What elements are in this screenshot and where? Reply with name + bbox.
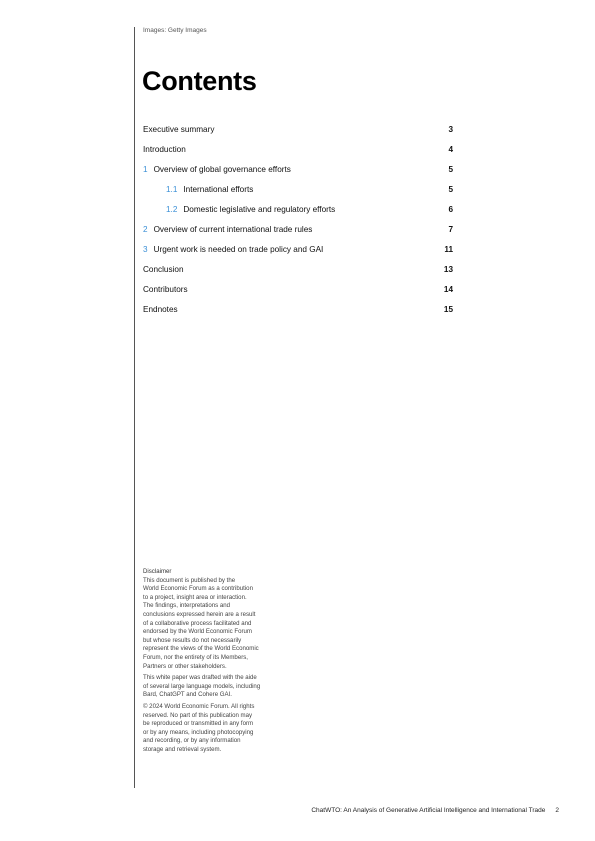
toc-entry-number: 1.1 — [166, 184, 178, 194]
toc-entry[interactable] — [143, 239, 453, 259]
toc-entry-page: 3 — [448, 124, 453, 134]
toc-entry-label: Urgent work is needed on trade policy and GAI — [153, 244, 324, 254]
margin-rule — [134, 27, 135, 788]
toc-entry[interactable] — [143, 179, 453, 199]
toc-entry-number: 1.2 — [166, 204, 178, 214]
toc-entry-page: 7 — [448, 224, 453, 234]
toc-entry[interactable] — [143, 139, 453, 159]
toc-entry-label: Domestic legislative and regulatory efforts — [183, 204, 336, 214]
disclaimer-heading: Disclaimer — [143, 568, 172, 575]
toc-entry-label: Conclusion — [143, 264, 184, 274]
copyright-notice: © 2024 World Economic Forum. All rights reserved. No part of this publication may be reproduced or transmitted in any form or by any means, including photocopying and recording, or by any information storage and retrieval system. — [143, 702, 255, 753]
page-footer — [311, 807, 559, 814]
toc-entry-number: 3 — [143, 244, 148, 254]
toc-entry-label: Executive summary — [143, 124, 215, 134]
toc-entry-page: 5 — [448, 184, 453, 194]
toc-entry[interactable] — [143, 159, 453, 179]
toc-entry-label: International efforts — [183, 184, 254, 194]
language-model-note: This white paper was drafted with the aide of several large language models, including Bard, ChatGPT and Cohere GAI. — [143, 674, 261, 699]
toc-entry-page: 13 — [443, 264, 453, 274]
disclaimer — [143, 568, 293, 757]
toc-entry[interactable] — [143, 299, 453, 319]
toc-entry-page: 15 — [443, 304, 453, 314]
toc-entry-label: Endnotes — [143, 304, 178, 314]
toc-entry[interactable] — [143, 259, 453, 279]
toc-entry[interactable] — [143, 279, 453, 299]
footer-title: ChatWTO: An Analysis of Generative Artificial Intelligence and International Trade — [311, 807, 546, 814]
toc-entry-page: 14 — [443, 284, 453, 294]
toc-entry-label: Overview of global governance efforts — [153, 164, 291, 174]
image-credit: Images: Getty Images — [143, 27, 207, 34]
toc-entry[interactable] — [143, 219, 453, 239]
toc-entry-page: 6 — [448, 204, 453, 214]
page-number: 2 — [555, 807, 559, 814]
toc-entry[interactable] — [143, 199, 453, 219]
toc-entry-page: 4 — [448, 144, 453, 154]
toc-entry-label: Introduction — [143, 144, 186, 154]
toc-entry-number: 2 — [143, 224, 148, 234]
toc-entry[interactable] — [143, 119, 453, 139]
toc-entry-page: 11 — [444, 244, 453, 254]
table-of-contents — [143, 119, 453, 319]
page-title: Contents — [142, 66, 257, 96]
toc-entry-label: Overview of current international trade rules — [153, 224, 313, 234]
disclaimer-text: This document is published by the World Economic Forum as a contribution to a project, insight area or interaction. The findings, interpretations and conclusions expressed herein are a result of a collaborative process facilitated and endorsed by the World Economic Forum but whose results do not necessarily represent the views of the World Economic Forum, nor the entirety of its Members, Partners or other stakeholders. — [143, 576, 259, 670]
toc-entry-page: 5 — [448, 164, 453, 174]
toc-entry-label: Contributors — [143, 284, 188, 294]
toc-entry-number: 1 — [143, 164, 148, 174]
